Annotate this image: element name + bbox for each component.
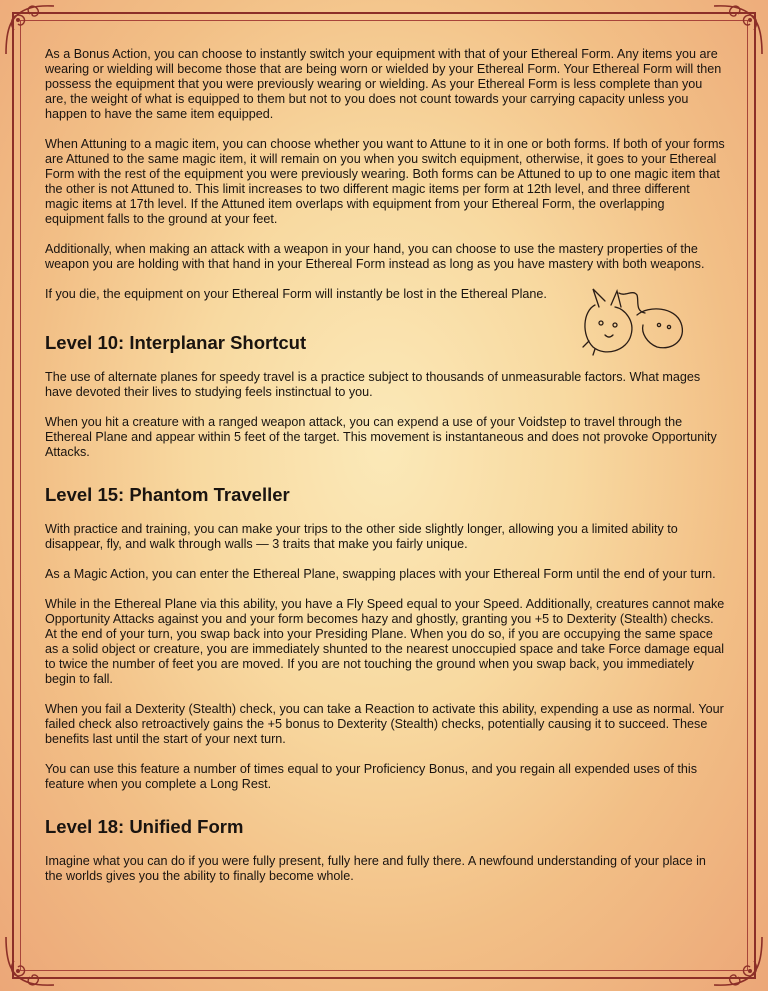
intro-section [45, 47, 725, 302]
unified-form-section [45, 816, 725, 884]
paragraph: Additionally, when making an attack with a weapon in your hand, you can choose to use the mastery properties of the weapon you are holding with that hand in your Ethereal Form instead as long as you have mastery with both weapons. [45, 242, 705, 271]
section-heading: Level 18: Unified Form [45, 816, 244, 837]
phantom-traveller-section [45, 484, 725, 792]
paragraph: If you die, the equipment on your Ethereal Form will instantly be lost in the Ethereal Plane. [45, 287, 547, 301]
paragraph: You can use this feature a number of times equal to your Proficiency Bonus, and you regain all expended uses of this feature when you complete a Long Rest. [45, 762, 698, 791]
corner-flourish-icon [708, 931, 768, 991]
corner-flourish-icon [0, 931, 60, 991]
paragraph: While in the Ethereal Plane via this ability, you have a Fly Speed equal to your Speed. Additionally, creatures cannot make Opportunity Attacks against you and your form becomes hazy and ghostly, granting you +5 to Dexterity (Stealth) checks. At the end of your turn, you swap back into your Presiding Plane. When you do so, if you are occupying the same space as a solid object or creature, you are immediately shunted to the nearest unoccupied space and take Force damage equal to twice the number of feet you are moved. If you are not touching the ground when you swap back, you immediately begin to fall. [45, 597, 725, 686]
paragraph: The use of alternate planes for speedy travel is a practice subject to thousands of unmeasurable factors. What mages have devoted their lives to studying feels instinctual to you. [45, 370, 701, 399]
paragraph: With practice and training, you can make your trips to the other side slightly longer, allowing you a limited ability to disappear, fly, and walk through walls — 3 traits that make you fairly unique. [45, 522, 678, 551]
interplanar-shortcut-section [45, 332, 725, 460]
paragraph: As a Bonus Action, you can choose to instantly switch your equipment with that of your Ethereal Form. Any items you are wearing or wielding will become those that are being worn or wielded by your Ethereal Form. Your Ethereal Form will then possess the equipment that you were previously wearing or wielding. As your Ethereal Form is less complete than you are, the weight of what is equipped to them but not to you does not count towards your carrying capacity unless you happen to have the same item equipped. [45, 47, 722, 121]
paragraph: As a Magic Action, you can enter the Ethereal Plane, swapping places with your Ethereal Form until the end of your turn. [45, 567, 716, 581]
paragraph: Imagine what you can do if you were fully present, fully here and fully there. A newfound understanding of your place in the worlds gives you the ability to finally become whole. [45, 854, 706, 883]
paragraph: When Attuning to a magic item, you can choose whether you want to Attune to it in one or both forms. If both of your forms are Attuned to the same magic item, it will remain on you when you switch equipment, otherwise, it goes to your Ethereal Form with the rest of the equipment you were previously wearing. Both forms can be Attuned to up to one magic item that the other is not Attuned to. This limit increases to two different magic items per form at 12th level, and three different magic items at 17th level. If the Attuned item overlaps with equipment from your Ethereal Form, the overlapping equipment falls to the ground at your feet. [45, 137, 725, 226]
page-content [45, 47, 725, 899]
section-heading: Level 10: Interplanar Shortcut [45, 332, 307, 353]
paragraph: When you hit a creature with a ranged weapon attack, you can expend a use of your Voidstep to travel through the Ethereal Plane and appear within 5 feet of the target. This movement is instantaneous and does not provoke Opportunity Attacks. [45, 415, 717, 459]
section-heading: Level 15: Phantom Traveller [45, 484, 290, 505]
paragraph: When you fail a Dexterity (Stealth) check, you can take a Reaction to activate this ability, expending a use as normal. Your failed check also retroactively gains the +5 bonus to Dexterity (Stealth) checks, potentially causing it to succeed. These benefits last until the start of your next turn. [45, 702, 724, 746]
